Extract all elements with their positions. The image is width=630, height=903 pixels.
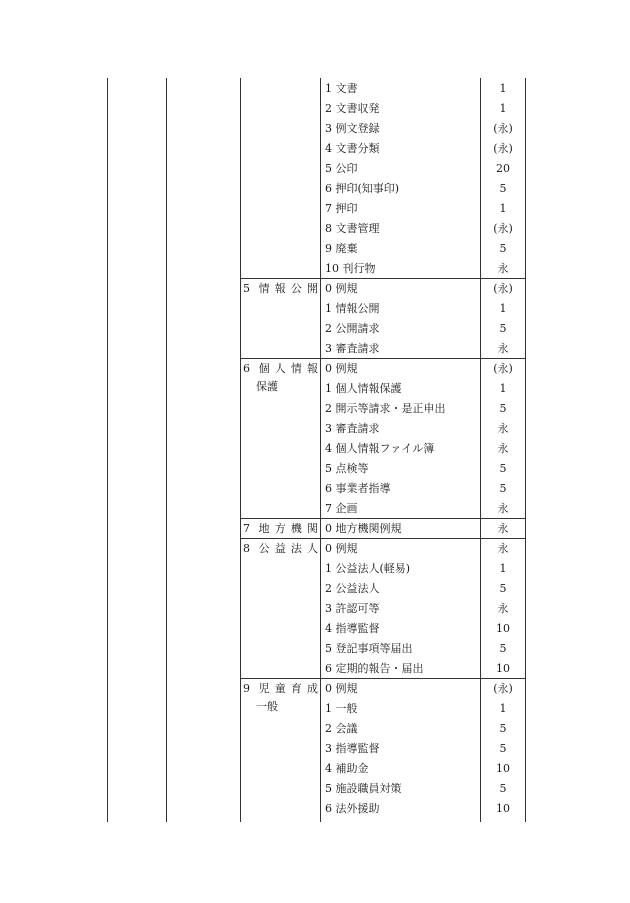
item-label: 3 例文登録: [325, 122, 380, 135]
item-label: 6 押印(知事印): [325, 182, 400, 195]
category-name: [243, 680, 318, 716]
retention-period: 10: [496, 622, 510, 635]
retention-period: 5: [499, 242, 507, 255]
item-label: 4 指導監督: [325, 622, 380, 635]
item-label: 0 地方機関例規: [325, 522, 402, 535]
item-label: 5 公印: [325, 162, 358, 175]
retention-period: 1: [499, 702, 507, 715]
item-label: 4 個人情報ファイル簿: [325, 442, 435, 455]
retention-period: 5: [499, 462, 507, 475]
item-label: 9 廃棄: [325, 242, 358, 255]
retention-period: (永): [493, 682, 513, 695]
item-label: 1 個人情報保護: [325, 382, 402, 395]
retention-period: 10: [496, 802, 510, 815]
item-label: 4 文書分類: [325, 142, 380, 155]
retention-period: 1: [499, 82, 507, 95]
item-label: 7 押印: [325, 202, 358, 215]
retention-period: 永: [497, 522, 509, 535]
retention-period: 永: [497, 342, 509, 355]
retention-period: 5: [499, 642, 507, 655]
item-label: 6 法外援助: [325, 802, 380, 815]
retention-period: (永): [493, 222, 513, 235]
retention-period: 20: [496, 162, 510, 175]
item-label: 0 例規: [325, 542, 358, 555]
item-label: 1 一般: [325, 702, 358, 715]
retention-period: 永: [497, 422, 509, 435]
table-column-rule: [107, 78, 108, 822]
retention-period: 5: [499, 402, 507, 415]
category-name: [243, 360, 318, 396]
item-label: 5 施設職員対策: [325, 782, 402, 795]
category-name-line2: 一般: [256, 700, 278, 713]
retention-period: 永: [497, 602, 509, 615]
item-label: 2 開示等請求・是正申出: [325, 402, 446, 415]
item-label: 6 事業者指導: [325, 482, 391, 495]
retention-period: (永): [493, 142, 513, 155]
item-label: 1 文書: [325, 82, 358, 95]
item-label: 6 定期的報告・届出: [325, 662, 424, 675]
item-label: 3 審査請求: [325, 342, 380, 355]
item-label: 7 企画: [325, 502, 358, 515]
retention-period: 1: [499, 202, 507, 215]
item-label: 5 点検等: [325, 462, 369, 475]
retention-period: 永: [497, 542, 509, 555]
table-column-rule: [240, 78, 241, 822]
category-name-line1: 8 公益法人: [243, 542, 318, 555]
item-label: 3 審査請求: [325, 422, 380, 435]
category-name: [243, 520, 318, 538]
item-label: 1 公益法人(軽易): [325, 562, 411, 575]
item-label: 4 補助金: [325, 762, 369, 775]
retention-period: 1: [499, 382, 507, 395]
retention-period: 1: [499, 102, 507, 115]
retention-period: 5: [499, 182, 507, 195]
retention-period: (永): [493, 282, 513, 295]
retention-period: 5: [499, 482, 507, 495]
retention-period: 永: [497, 502, 509, 515]
item-label: 0 例規: [325, 362, 358, 375]
retention-period: (永): [493, 122, 513, 135]
retention-period: (永): [493, 362, 513, 375]
table-column-rule: [166, 78, 167, 822]
item-label: 1 情報公開: [325, 302, 380, 315]
item-label: 2 会議: [325, 722, 358, 735]
item-label: 0 例規: [325, 682, 358, 695]
retention-period: 10: [496, 762, 510, 775]
table-column-rule: [320, 78, 321, 822]
category-name-line1: 5 情報公開: [243, 282, 318, 295]
retention-period: 永: [497, 442, 509, 455]
item-label: 8 文書管理: [325, 222, 380, 235]
item-label: 5 登記事項等届出: [325, 642, 413, 655]
item-label: 0 例規: [325, 282, 358, 295]
retention-period: 5: [499, 782, 507, 795]
retention-period: 1: [499, 562, 507, 575]
item-label: 3 指導監督: [325, 742, 380, 755]
retention-period: 1: [499, 302, 507, 315]
category-name-line1: 9 児童育成: [243, 682, 318, 695]
category-name: [243, 280, 318, 298]
retention-period: 永: [497, 262, 509, 275]
retention-period: 5: [499, 322, 507, 335]
category-name-line1: 6 個人情報: [243, 362, 318, 375]
category-name: [243, 540, 318, 558]
category-name-line1: 7 地方機関: [243, 522, 318, 535]
retention-period: 10: [496, 662, 510, 675]
item-label: 2 公開請求: [325, 322, 380, 335]
category-name-line2: 保護: [256, 380, 278, 393]
item-label: 2 公益法人: [325, 582, 380, 595]
retention-period: 5: [499, 582, 507, 595]
item-label: 2 文書収発: [325, 102, 380, 115]
retention-period: 5: [499, 722, 507, 735]
item-label: 3 許認可等: [325, 602, 380, 615]
retention-period: 5: [499, 742, 507, 755]
item-label: 10 刊行物: [325, 262, 376, 275]
